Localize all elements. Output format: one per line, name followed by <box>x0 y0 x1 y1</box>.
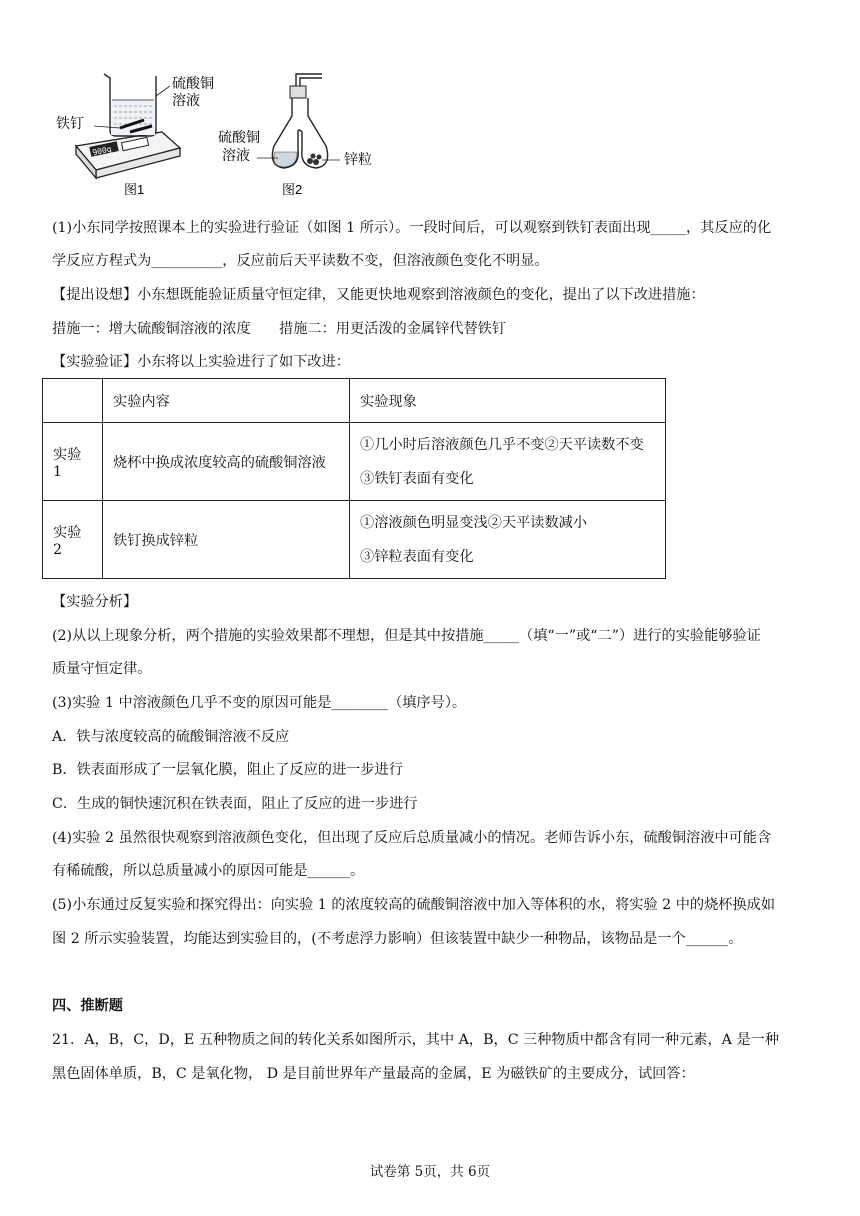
experiment-phenomenon <box>350 501 666 579</box>
q3-line: (3)实验 1 中溶液颜色几乎不变的原因可能是________（填序号）。 <box>52 695 467 711</box>
fig1-nail-label: 铁钉 <box>56 115 84 131</box>
fig2-caption: 图2 <box>282 182 303 197</box>
q21-line1: 21．A，B，C，D，E 五种物质之间的转化关系如图所示，其中 A，B，C 三种物质中都含有同一种元素，A 是一种 <box>52 1032 780 1048</box>
verify-tag: 【实验验证】 <box>52 354 138 370</box>
q1-line1: (1)小东同学按照课本上的实验进行验证（如图 1 所示）。一段时间后，可以观察到铁钉表面出现_____，其反应的化 <box>52 220 772 236</box>
fig2-y-tube <box>257 74 340 168</box>
table-header-cell <box>43 379 103 423</box>
fig2-solution-label-1: 硫酸铜 <box>218 129 260 145</box>
fig1-caption: 图1 <box>124 182 145 197</box>
experiment-content: 烧杯中换成浓度较高的硫酸铜溶液 <box>103 423 350 501</box>
option-b: B．铁表面形成了一层氧化膜，阻止了反应的进一步进行 <box>52 762 403 778</box>
fig1-beaker <box>94 74 170 136</box>
experiment-content: 铁钉换成锌粒 <box>103 501 350 579</box>
verify-line <box>52 352 812 372</box>
experiment-figures <box>52 66 392 206</box>
analysis-tag: 【实验分析】 <box>52 594 138 610</box>
apparatus-illustration <box>52 66 392 206</box>
q2-line1: (2)从以上现象分析，两个措施的实验效果都不理想，但是其中按措施_____（填“一”或“二”）进行的实验能够验证 <box>52 628 761 644</box>
experiment-name: 实验 1 <box>43 423 103 501</box>
table-header-row <box>43 379 666 423</box>
q4-line2: 有稀硫酸，所以总质量减小的原因可能是______。 <box>52 863 365 879</box>
q4-line1: (4)实验 2 虽然很快观察到溶液颜色变化，但出现了反应后总质量减小的情况。老师告诉小东，硫酸铜溶液中可能含 <box>52 830 772 846</box>
q5-line2: 图 2 所示实验装置，均能达到实验目的，(不考虑浮力影响）但该装置中缺少一种物品，该物品是一个______。 <box>52 931 743 947</box>
q2-line2: 质量守恒定律。 <box>52 661 152 677</box>
hypothesis-tag: 【提出设想】 <box>52 287 138 303</box>
option-a: A．铁与浓度较高的硫酸铜溶液不反应 <box>52 729 290 745</box>
fig1-solution-label-1: 硫酸铜 <box>172 75 214 91</box>
measures-line: 措施一：增大硫酸铜溶液的浓度 措施二：用更活泼的金属锌代替铁钉 <box>52 321 507 337</box>
table-row <box>43 423 666 501</box>
q21-line2: 黑色固体单质，B，C 是氧化物， D 是目前世界年产量最高的金属，E 为磁铁矿的主要成分，试回答： <box>52 1066 695 1082</box>
q5-line1: (5)小东通过反复实验和探究得出：向实验 1 的浓度较高的硫酸铜溶液中加入等体积的水，将实验 2 中的烧杯换成如 <box>52 897 776 913</box>
table-row <box>43 501 666 579</box>
hypothesis-line <box>52 285 812 305</box>
experiment-name: 实验 2 <box>43 501 103 579</box>
hypothesis-text: 小东想既能验证质量守恒定律，又能更快地观察到溶液颜色的变化，提出了以下改进措施： <box>137 287 705 303</box>
phenomenon-line: ③铁钉表面有变化 <box>360 470 474 487</box>
phenomenon-line: ③锌粒表面有变化 <box>360 548 474 565</box>
section-title: 四、推断题 <box>52 998 123 1014</box>
phenomenon-line: ①几小时后溶液颜色几乎不变②天平读数不变 <box>360 436 644 453</box>
table-header-cell: 实验内容 <box>103 379 350 423</box>
fig1-balance <box>76 132 180 178</box>
fig1-solution-label-2: 溶液 <box>172 92 200 108</box>
scale-reading: 900g <box>91 144 113 158</box>
q1-line2: 学反应方程式为__________，反应前后天平读数不变，但溶液颜色变化不明显。 <box>52 253 549 269</box>
fig2-solution-label-2: 溶液 <box>222 147 250 163</box>
experiment-table <box>42 378 666 579</box>
option-c: C．生成的铜快速沉积在铁表面，阻止了反应的进一步进行 <box>52 796 418 812</box>
fig2-zinc-label: 锌粒 <box>344 151 372 167</box>
page-footer: 试卷第 5页，共 6页 <box>369 1164 491 1180</box>
experiment-phenomenon <box>350 423 666 501</box>
verify-text: 小东将以上实验进行了如下改进： <box>137 354 350 370</box>
table-header-cell: 实验现象 <box>350 379 666 423</box>
phenomenon-line: ①溶液颜色明显变浅②天平读数减小 <box>360 514 588 531</box>
